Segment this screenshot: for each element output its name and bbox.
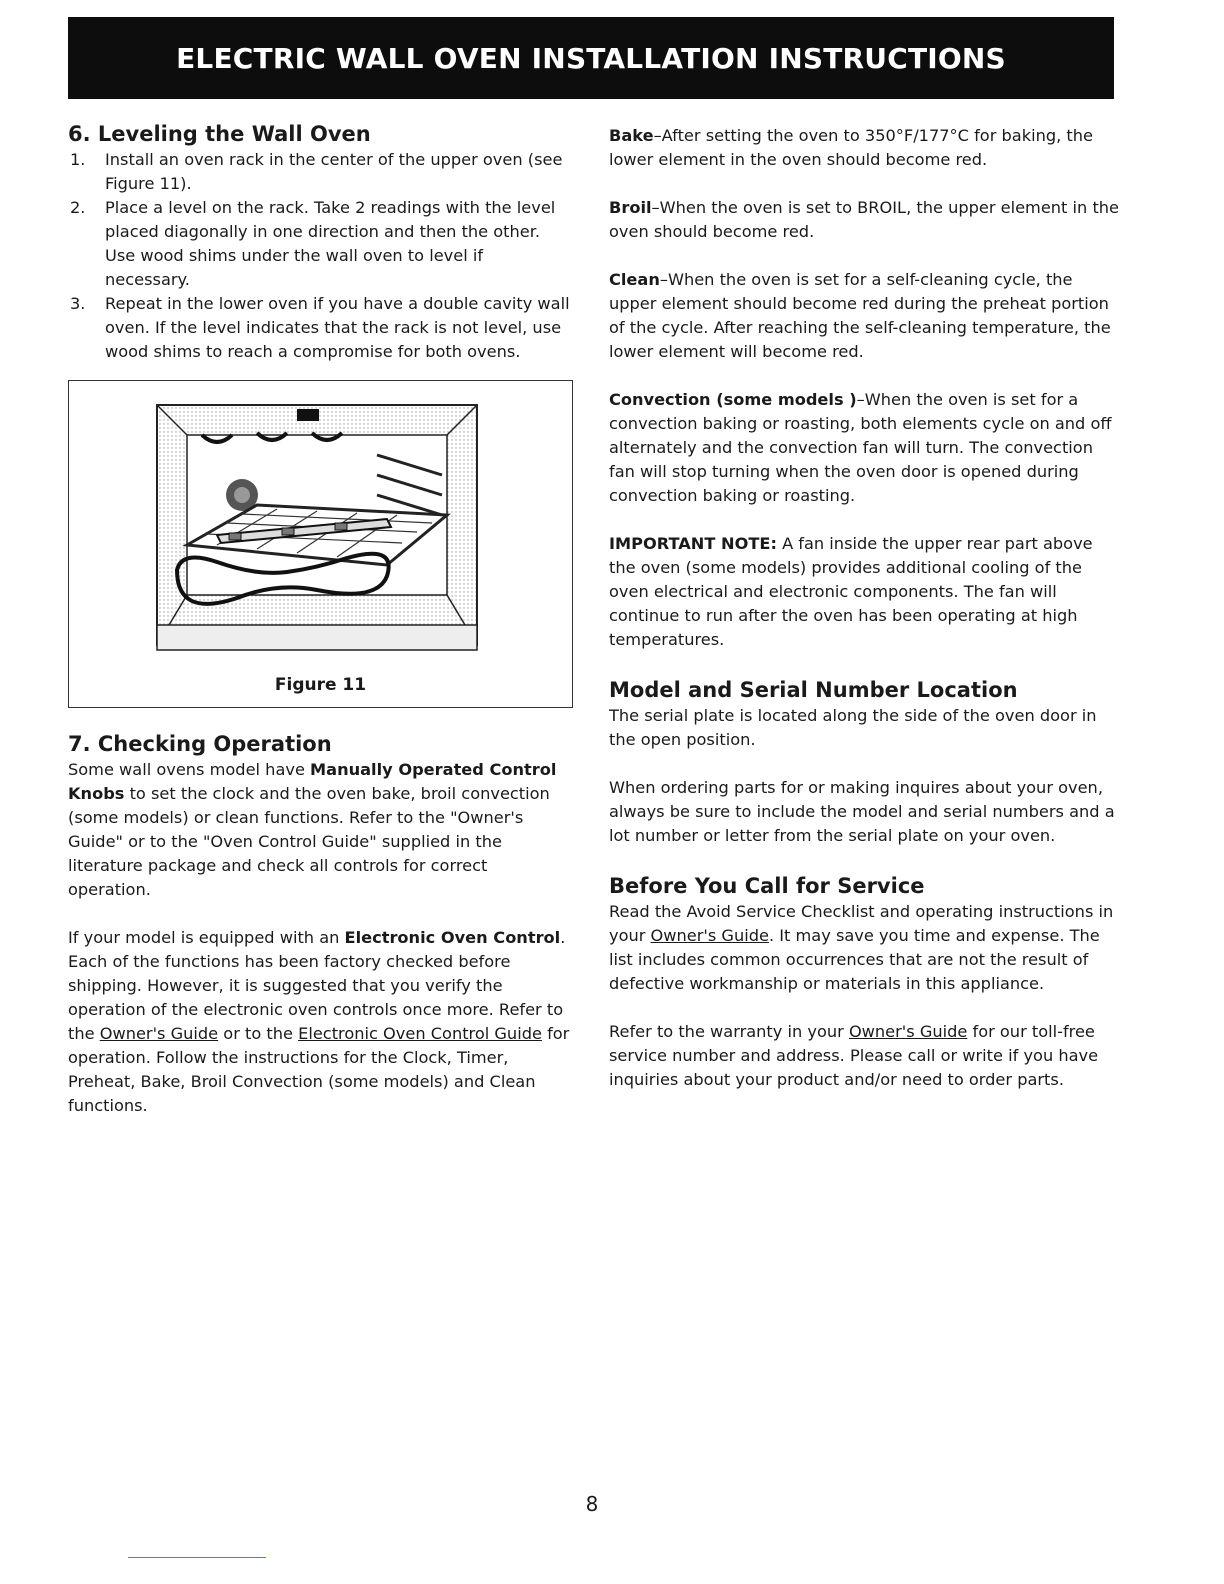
model-serial-heading: Model and Serial Number Location: [609, 678, 1018, 702]
left-column: [68, 120, 573, 1118]
header-banner: [68, 17, 1114, 99]
list-item: 1. Install an oven rack in the center of the upper oven (see Figure 11).: [70, 150, 563, 193]
model-serial-paragraph-1: The serial plate is located along the side of the oven door in the open position.: [609, 706, 1097, 749]
page-number: 8: [585, 1492, 599, 1516]
clean-paragraph: Clean–When the oven is set for a self-cleaning cycle, the upper element should become red during the preheat portion of the cycle. After reaching the self-cleaning temperature, the lower element will become red.: [609, 270, 1111, 361]
figure-caption: Figure 11: [274, 675, 367, 695]
leveling-heading: 6. Leveling the Wall Oven: [68, 122, 371, 146]
owners-guide-link[interactable]: Owner's Guide: [99, 1024, 219, 1043]
service-paragraph-1: Read the Avoid Service Checklist and operating instructions in your Owner's Guide. It may save you time and expense. The list includes common occurrences that are not the result of defective workmanship or materials in this appliance.: [609, 902, 1114, 993]
list-item: 3. Repeat in the lower oven if you have a double cavity wall oven. If the level indicates that the rack is not level, use wood shims to reach a compromise for both ovens.: [70, 294, 570, 361]
electronic-oven-control-guide-link[interactable]: Electronic Oven Control Guide: [298, 1024, 542, 1043]
figure-11: [68, 380, 573, 708]
checking-heading: 7. Checking Operation: [68, 732, 332, 756]
model-serial-paragraph-2: When ordering parts for or making inquires about your oven, always be sure to include the model and serial numbers and a lot number or letter from the serial plate on your oven.: [609, 778, 1115, 845]
owners-guide-link[interactable]: Owner's Guide: [650, 926, 769, 945]
list-item: 2. Place a level on the rack. Take 2 readings with the level placed diagonally in one direction and then the other. Use wood shims under the wall oven to level if necessary.: [70, 198, 556, 289]
convection-paragraph: Convection (some models )–When the oven is set for a convection baking or roasting, both elements cycle on and off alternately and the convection fan will turn. The convection fan will stop turning when the oven door is opened during convection baking or roasting.: [609, 390, 1112, 505]
footer-divider: [128, 1557, 266, 1558]
broil-paragraph: Broil–When the oven is set to BROIL, the upper element in the oven should become red.: [609, 198, 1120, 241]
important-note-paragraph: IMPORTANT NOTE: A fan inside the upper rear part above the oven (some models) provides additional cooling of the oven electrical and electronic components. The fan will continue to run after the oven has been operating at high temperatures.: [609, 534, 1093, 649]
service-heading: Before You Call for Service: [609, 874, 925, 898]
oven-rack-level-illustration: [147, 395, 497, 655]
service-paragraph-2: Refer to the warranty in your Owner's Guide for our toll-free service number and address. Please call or write if you have inquiries about your product and/or need to order parts.: [609, 1022, 1099, 1089]
owners-guide-link[interactable]: Owner's Guide: [848, 1022, 968, 1041]
checking-paragraph-1: Some wall ovens model have Manually Operated Control Knobs to set the clock and the oven bake, broil convection (some models) or clean functions. Refer to the "Owner's Guide" or to the "Oven Control Guide" supplied in the literature package and check all controls for correct operation.: [68, 760, 557, 899]
checking-paragraph-2: If your model is equipped with an Electronic Oven Control. Each of the functions has been factory checked before shipping. However, it is suggested that you verify the operation of the electronic oven controls once more. Refer to the Owner's Guide or to the Electronic Oven Control Guide for operation. Follow the instructions for the Clock, Timer, Preheat, Bake, Broil Convection (some models) and Clean functions.: [68, 928, 570, 1115]
right-column: [609, 124, 1119, 1092]
leveling-steps: [68, 148, 573, 364]
bake-paragraph: Bake–After setting the oven to 350°F/177°C for baking, the lower element in the oven should become red.: [609, 126, 1093, 169]
page-title: ELECTRIC WALL OVEN INSTALLATION INSTRUCTIONS: [176, 41, 1006, 75]
